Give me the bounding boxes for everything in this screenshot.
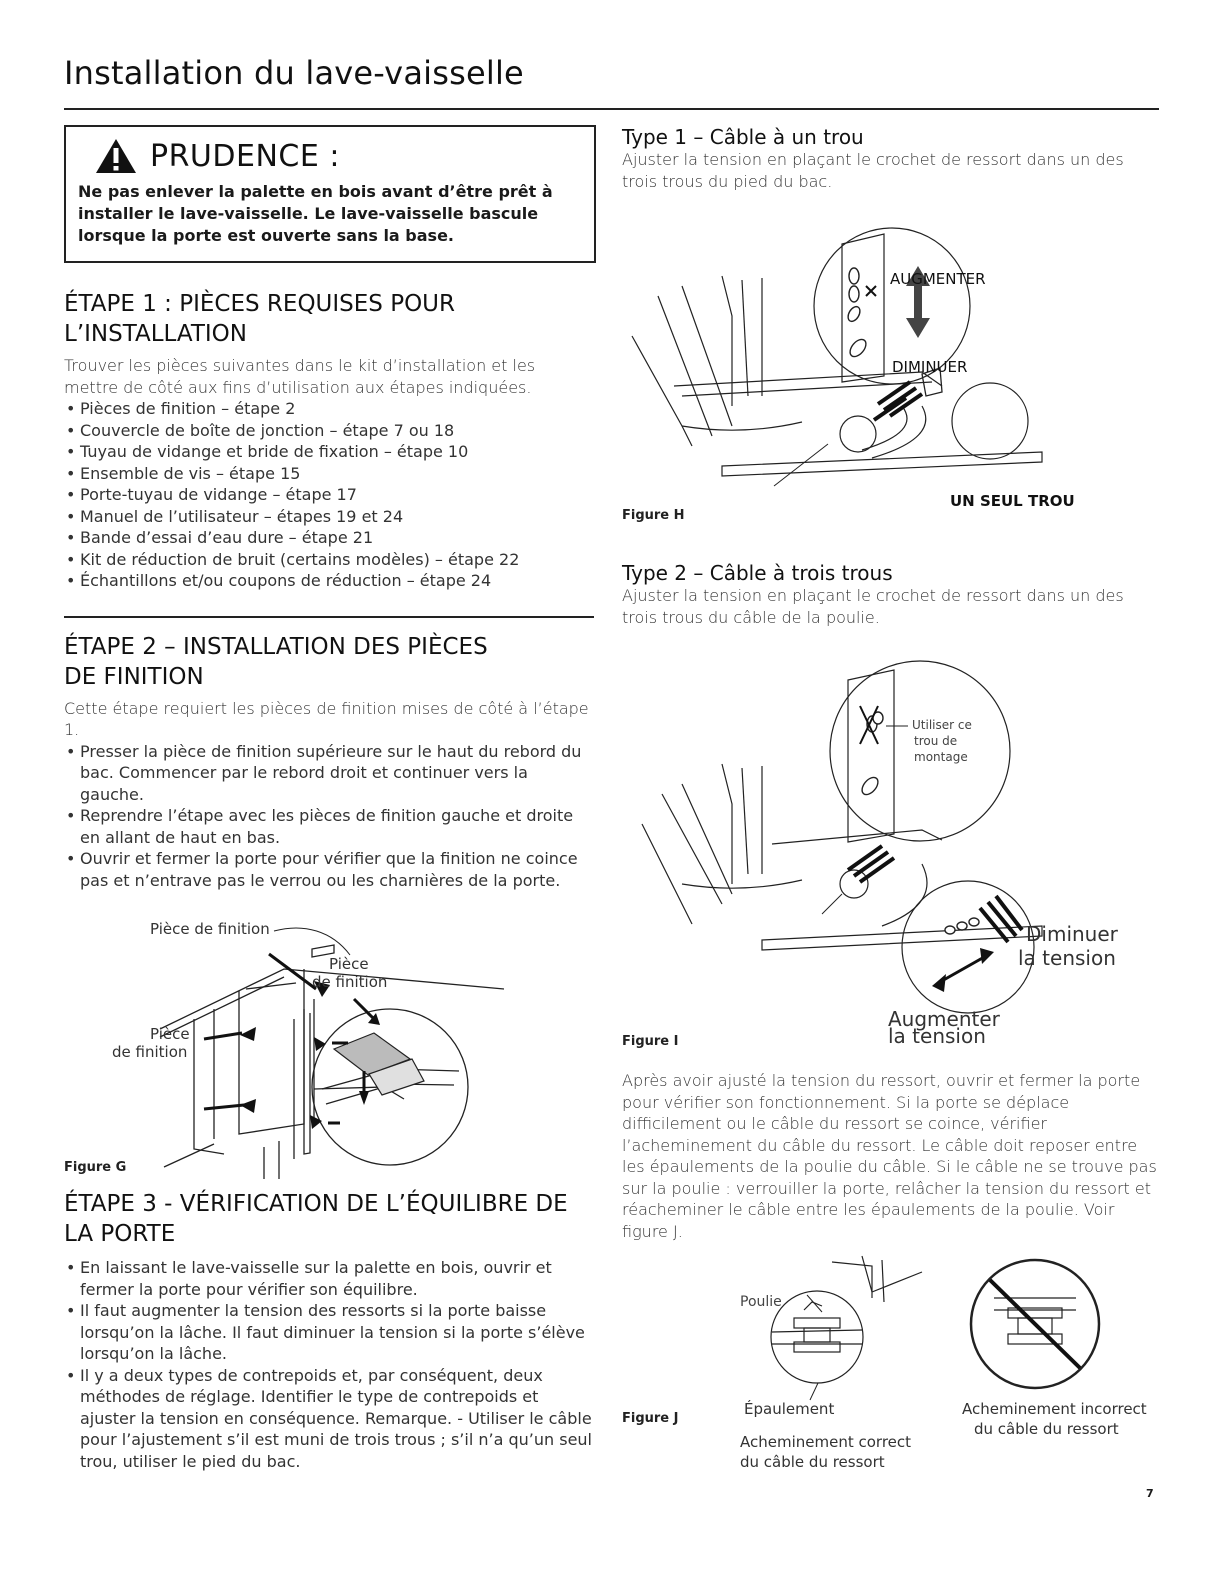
correct-routing-label-1: Acheminement correct	[740, 1433, 912, 1451]
step3-title-line2: LA PORTE	[64, 1221, 176, 1247]
figure-h-label: Figure H	[622, 508, 685, 523]
increase-label: AUGMENTER	[890, 270, 986, 288]
list-item: • Reprendre l’étape avec les pièces de finition gauche et droite en allant de haut en bas.	[64, 805, 594, 848]
decrease-label: DIMINUER	[892, 358, 968, 376]
use-hole-label-3: montage	[914, 750, 968, 764]
correct-routing-label-2: du câble du ressort	[740, 1453, 885, 1471]
callout-trim-top: Pièce de finition	[150, 920, 270, 938]
caution-header	[94, 137, 582, 175]
figure-i-label: Figure I	[622, 1034, 679, 1049]
figure-j-footer	[622, 1432, 1159, 1476]
page-number: 7	[1146, 1487, 1154, 1500]
list-item: • En laissant le lave-vaisselle sur la palette en bois, ouvrir et fermer la porte pour vérifier son équilibre.	[64, 1257, 594, 1300]
list-item: • Échantillons et/ou coupons de réduction – étape 24	[64, 570, 594, 592]
callout-trim-left-2: de finition	[112, 1043, 188, 1061]
figure-h	[622, 196, 1159, 516]
use-hole-label-1: Utiliser ce	[912, 718, 972, 732]
list-item: • Ouvrir et fermer la porte pour vérifier que la finition ne coince pas et n’entrave pas le verrou ou les charnières de la porte.	[64, 848, 594, 891]
step2-title-line2: DE FINITION	[64, 663, 204, 690]
callout-trim-right-1: Pièce	[329, 955, 369, 973]
figure-i-footer	[622, 1024, 1159, 1052]
caution-box	[64, 125, 596, 263]
single-hole-label: UN SEUL TROU	[950, 492, 1075, 510]
step2-section	[64, 632, 594, 1180]
increase-tension-label-2: la tension	[888, 1024, 986, 1048]
list-item: • Ensemble de vis – étape 15	[64, 463, 594, 485]
callout-trim-left-1: Pièce	[150, 1025, 190, 1043]
callout-trim-right-2: de finition	[312, 973, 388, 991]
step1-section	[64, 289, 594, 592]
step2-title-line1: ÉTAPE 2 – INSTALLATION DES PIÈCES	[64, 633, 488, 660]
figure-j	[622, 1252, 1159, 1442]
list-item: • Couvercle de boîte de jonction – étape 7 ou 18	[64, 420, 594, 442]
figure-g	[64, 909, 594, 1179]
incorrect-routing-label-2: du câble du ressort	[974, 1420, 1119, 1438]
step2-list	[64, 741, 594, 892]
type1-section	[622, 125, 1159, 523]
increase-tension-label-1: Augmenter	[888, 1007, 1000, 1031]
type2-title: Type 2 – Câble à trois trous	[622, 561, 893, 585]
warning-triangle-icon	[94, 137, 138, 175]
step1-title-line1: ÉTAPE 1 : PIÈCES REQUISES POUR	[64, 291, 455, 317]
left-column	[64, 125, 594, 1472]
shoulder-label: Épaulement	[744, 1400, 835, 1418]
list-item: • Il y a deux types de contrepoids et, par conséquent, deux méthodes de réglage. Identifier le type de contrepoids et ajuster la tension en conséquence. Remarque. - Utiliser le câble pour l’ajustement s’il est muni de trois trous ; s’il n’a qu’un seul trou, utiliser le pied du bac.	[64, 1365, 594, 1473]
after-adjustment-text: Après avoir ajusté la tension du ressort, ouvrir et fermer la porte pour vérifier son fonctionnement. Si la porte se déplace difficilement ou le câble du ressort se coince, vérifier l’acheminement du câble du ressort. Le câble doit reposer entre les épaulements de la poulie du câble. Si le câble ne se trouve pas sur la poulie : verrouiller la porte, relâcher la tension du ressort et réacheminer le câble entre les épaulements de la poulie. Voir figure J.	[622, 1071, 1157, 1241]
step3-list	[64, 1257, 594, 1472]
page-title: Installation du lave-vaisselle	[64, 54, 524, 92]
type1-title: Type 1 – Câble à un trou	[622, 125, 864, 149]
step3-title-line1: ÉTAPE 3 - VÉRIFICATION DE L’ÉQUILIBRE DE	[64, 1191, 568, 1217]
right-column	[622, 125, 1159, 1476]
section-divider	[64, 616, 594, 618]
use-hole-label-2: trou de	[914, 734, 958, 748]
type2-text: Ajuster la tension en plaçant le crochet de ressort dans un des trois trous du câble de la poulie.	[622, 586, 1124, 627]
list-item: • Manuel de l’utilisateur – étapes 19 et 24	[64, 506, 594, 528]
caution-text: Ne pas enlever la palette en bois avant d’être prêt à installer le lave-vaisselle. Le lave-vaisselle bascule lorsque la porte est ouverte sans la base.	[78, 182, 553, 245]
list-item: • Pièces de finition – étape 2	[64, 398, 594, 420]
list-item: • Kit de réduction de bruit (certains modèles) – étape 22	[64, 549, 594, 571]
list-item: • Tuyau de vidange et bride de fixation – étape 10	[64, 441, 594, 463]
decrease-tension-label-1: Diminuer	[1026, 922, 1118, 946]
step1-list	[64, 398, 594, 592]
caution-title: PRUDENCE :	[150, 138, 340, 174]
step1-intro: Trouver les pièces suivantes dans le kit d’installation et les mettre de côté aux fins d’utilisation aux étapes indiquées.	[64, 356, 536, 397]
type2-section	[622, 561, 1159, 1052]
step3-section	[64, 1189, 594, 1472]
figure-g-label: Figure G	[64, 1160, 127, 1175]
figure-i	[622, 634, 1159, 1034]
step1-title-line2: L’INSTALLATION	[64, 321, 247, 347]
list-item: • Porte-tuyau de vidange – étape 17	[64, 484, 594, 506]
list-item: • Il faut augmenter la tension des ressorts si la porte baisse lorsqu’on la lâche. Il faut diminuer la tension si la porte s’élève lorsqu’on la lâche.	[64, 1300, 594, 1365]
pulley-label: Poulie	[740, 1294, 782, 1310]
type1-text: Ajuster la tension en plaçant le crochet de ressort dans un des trois trous du pied du bac.	[622, 150, 1124, 191]
figure-j-label: Figure J	[622, 1411, 679, 1426]
list-item: • Bande d’essai d’eau dure – étape 21	[64, 527, 594, 549]
list-item: • Presser la pièce de finition supérieure sur le haut du rebord du bac. Commencer par le rebord droit et continuer vers la gauche.	[64, 741, 594, 806]
decrease-tension-label-2: la tension	[1018, 946, 1116, 970]
step2-intro: Cette étape requiert les pièces de finition mises de côté à l’étape 1.	[64, 698, 589, 739]
incorrect-routing-label-1: Acheminement incorrect	[962, 1400, 1147, 1418]
title-divider	[64, 108, 1159, 110]
